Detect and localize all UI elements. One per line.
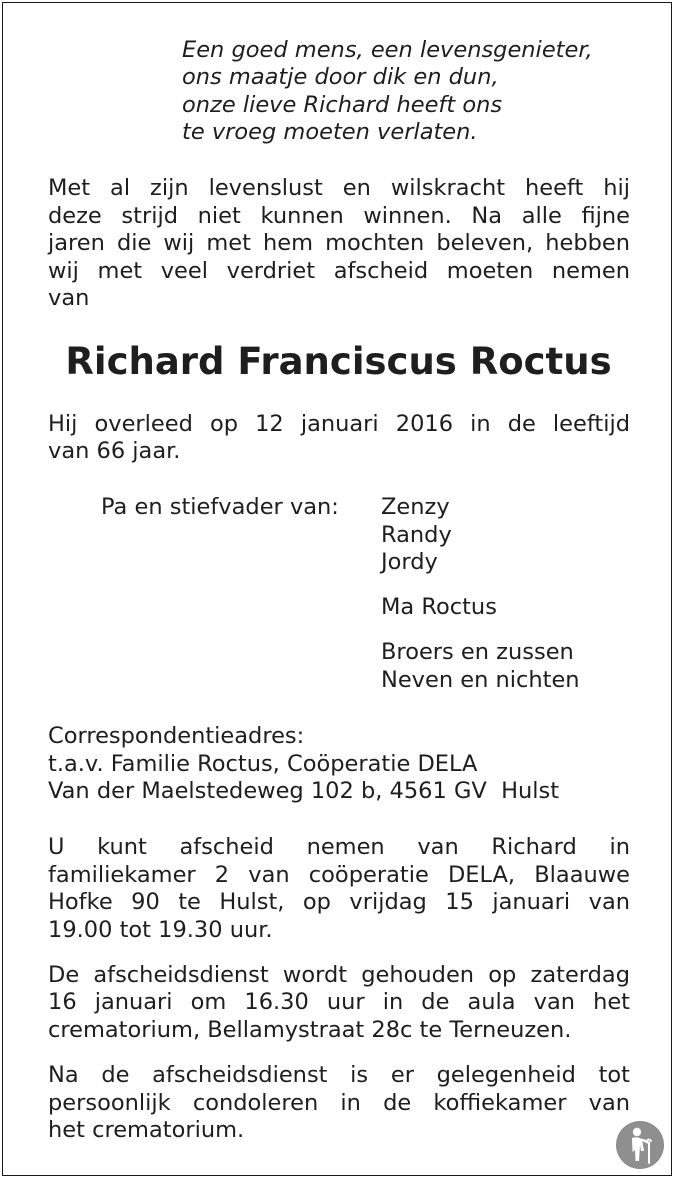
mother-name: Ma Roctus bbox=[381, 594, 497, 620]
child-name: Zenzy bbox=[381, 494, 450, 520]
death-notice-line: van 66 jaar. bbox=[48, 438, 181, 464]
intro-line: deze strijd niet kunnen winnen. Na alle fijne bbox=[48, 203, 630, 229]
poem-line: onze lieve Richard heeft ons bbox=[182, 92, 503, 118]
correspondence-line: Correspondentieadres: bbox=[48, 723, 305, 749]
condolence-line: Na de afscheidsdienst is er gelegenheid tot bbox=[48, 1062, 630, 1088]
visitation-line: familiekamer 2 van coöperatie DELA, Blaauwe bbox=[48, 862, 630, 888]
death-notice-line: Hij overleed op 12 januari 2016 in de leeftijd bbox=[48, 411, 630, 437]
service-line: De afscheidsdienst wordt gehouden op zaterdag bbox=[48, 962, 630, 988]
intro-line: Met al zijn levenslust en wilskracht heeft hij bbox=[48, 175, 630, 201]
service-line: 16 januari om 16.30 uur in de aula van het bbox=[48, 989, 630, 1015]
intro-line: wij met veel verdriet afscheid moeten nemen bbox=[48, 258, 630, 284]
condolence-line: het crematorium. bbox=[48, 1117, 245, 1143]
intro-line: van bbox=[48, 285, 90, 311]
correspondence-line: Van der Maelstedeweg 102 b, 4561 GV Hulst bbox=[48, 778, 560, 804]
family-label: Pa en stiefvader van: bbox=[101, 494, 339, 520]
service-line: crematorium, Bellamystraat 28c te Terneuzen. bbox=[48, 1017, 572, 1043]
person-with-cane-icon bbox=[616, 1121, 664, 1169]
deceased-name: Richard Franciscus Roctus bbox=[65, 340, 612, 383]
siblings-line: Neven en nichten bbox=[381, 667, 580, 693]
child-name: Randy bbox=[381, 522, 452, 548]
intro-line: jaren die wij met hem mochten beleven, hebben bbox=[48, 230, 630, 256]
visitation-line: U kunt afscheid nemen van Richard in bbox=[48, 834, 630, 860]
visitation-line: 19.00 tot 19.30 uur. bbox=[48, 917, 273, 943]
condolence-line: persoonlijk condoleren in de koffiekamer van bbox=[48, 1090, 630, 1116]
poem-line: Een goed mens, een levensgenieter, bbox=[182, 37, 593, 63]
poem-line: te vroeg moeten verlaten. bbox=[182, 119, 478, 145]
poem-line: ons maatje door dik en dun, bbox=[182, 64, 499, 90]
child-name: Jordy bbox=[381, 549, 438, 575]
siblings-line: Broers en zussen bbox=[381, 639, 574, 665]
correspondence-line: t.a.v. Familie Roctus, Coöperatie DELA bbox=[48, 751, 478, 777]
visitation-line: Hofke 90 te Hulst, op vrijdag 15 januari van bbox=[48, 889, 630, 915]
